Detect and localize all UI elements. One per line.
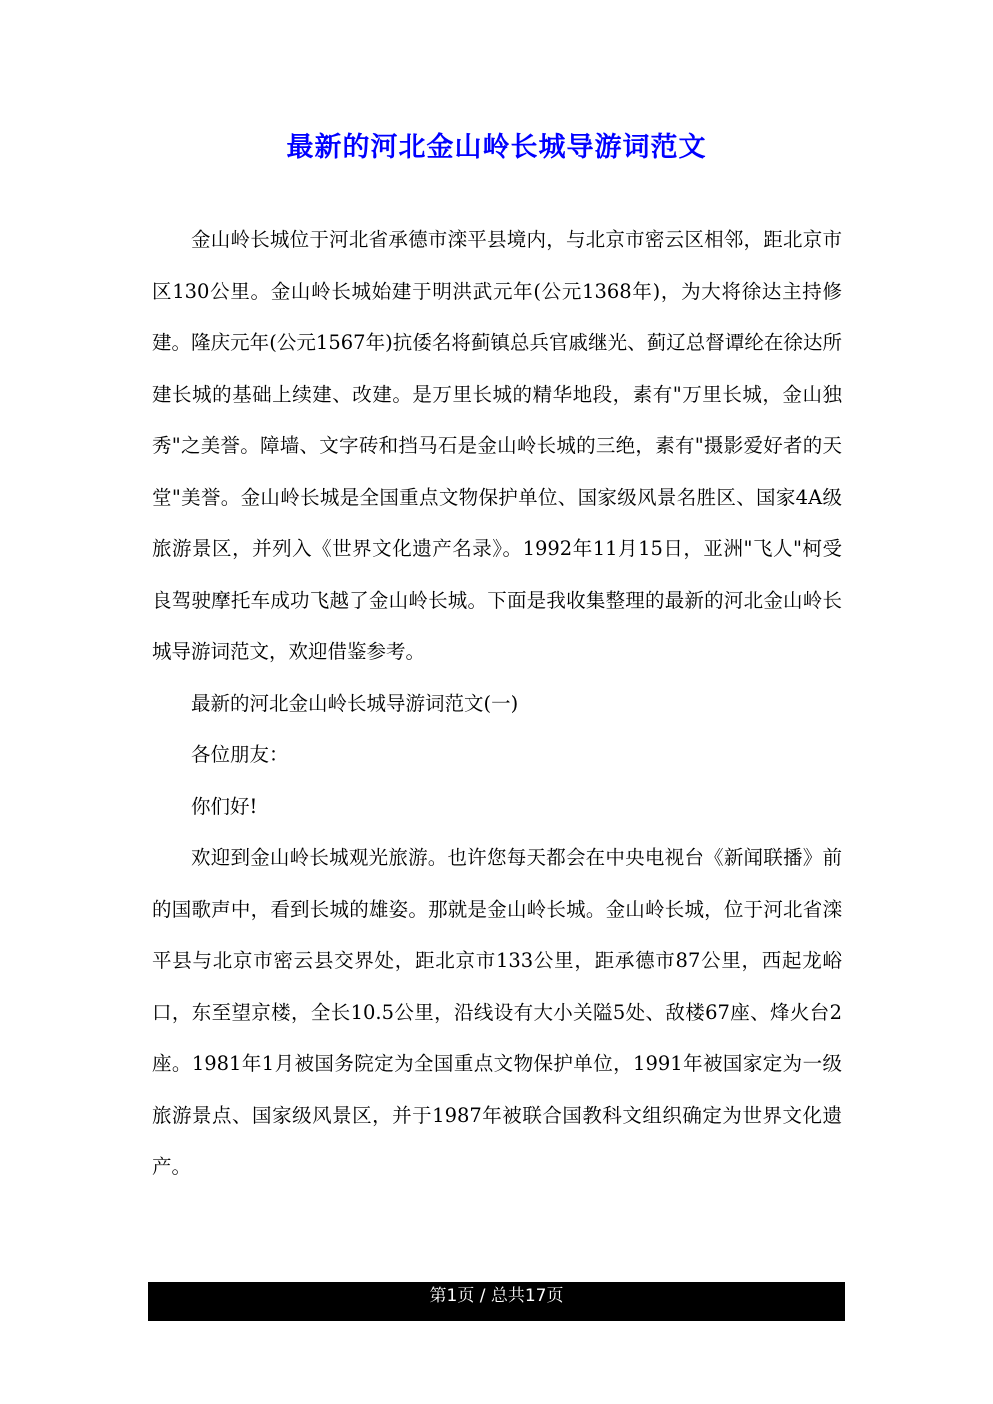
- greeting-line: 各位朋友：: [191, 743, 289, 766]
- intro-paragraph: 金山岭长城位于河北省承德市滦平县境内，与北京市密云区相邻，距北京市区130公里。金山岭长城始建于明洪武元年(公元1368年)，为大将徐达主持修建。隆庆元年(公元1567年)抗倭名将蓟镇总兵官戚继光、蓟辽总督谭纶在徐达所建长城的基础上续建、改建。是万里长城的精华地段，素有"万里长城，金山独秀"之美誉。障墙、文字砖和挡马石是金山岭长城的三绝，素有"摄影爱好者的天堂"美誉。金山岭长城是全国重点文物保护单位、国家级风景名胜区、国家4A级旅游景区，并列入《世界文化遗产名录》。1992年11月15日，亚洲"飞人"柯受良驾驶摩托车成功飞越了金山岭长城。下面是我收集整理的最新的河北金山岭长城导游词范文，欢迎借鉴参考。: [152, 228, 842, 663]
- section-heading: 最新的河北金山岭长城导游词范文(一): [191, 691, 519, 715]
- welcome-paragraph: 欢迎到金山岭长城观光旅游。也许您每天都会在中央电视台《新闻联播》前的国歌声中，看到长城的雄姿。那就是金山岭长城。金山岭长城，位于河北省滦平县与北京市密云县交界处，距北京市133公里，距承德市87公里，西起龙峪口，东至望京楼，全长10.5公里，沿线设有大小关隘5处、敌楼67座、烽火台2座。1981年1月被国务院定为全国重点文物保护单位，1991年被国家定为一级旅游景点、国家级风景区，并于1987年被联合国教科文组织确定为世界文化遗产。: [152, 846, 842, 1178]
- document-title: 最新的河北金山岭长城导游词范文: [286, 132, 707, 163]
- page-footer-bar: [148, 1282, 845, 1321]
- page-indicator: 第1页 / 总共17页: [429, 1286, 564, 1306]
- document-body: [152, 214, 842, 1193]
- hello-line: 你们好!: [191, 794, 258, 818]
